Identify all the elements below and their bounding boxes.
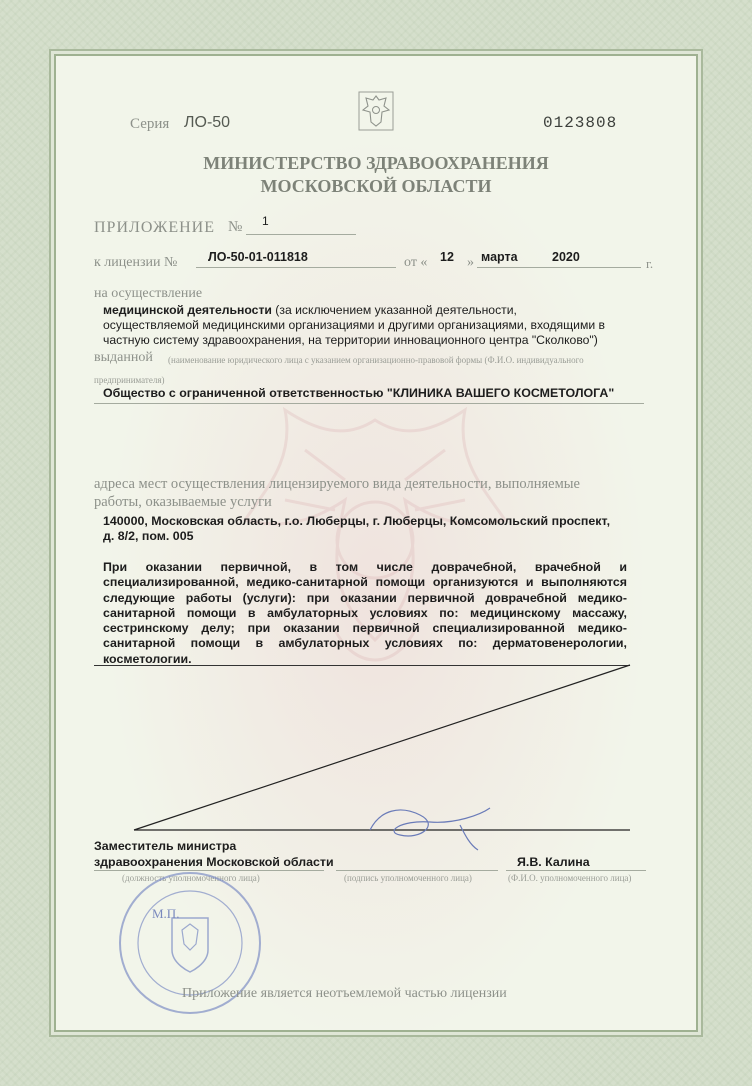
form-number: 0123808	[543, 114, 618, 132]
address-line1: 140000, Московская область, г.о. Люберцы, г. Люберцы, Комсомольский проспект,	[103, 514, 611, 528]
coat-of-arms-icon	[356, 88, 396, 134]
license-month: марта	[481, 250, 518, 264]
issued-caption-line2: предпринимателя)	[94, 375, 165, 385]
activity-line1	[103, 303, 517, 317]
activity-rest: (за исключением указанной деятельности,	[271, 303, 517, 317]
stamp-mp: М.П.	[152, 906, 180, 921]
addresses-label-line1: адреса мест осуществления лицензируемого вида деятельности, выполняемые	[94, 476, 580, 492]
organization-name: Общество с ограниченной ответственностью "КЛИНИКА ВАШЕГО КОСМЕТОЛОГА"	[103, 386, 615, 400]
issued-label: выданной	[94, 350, 153, 365]
series-value: ЛО-50	[184, 114, 231, 131]
series-label: Серия	[130, 116, 170, 132]
caption-position: (должность уполномоченного лица)	[122, 873, 260, 883]
activity-line2: осуществляемой медицинскими организациями и другими организациями, входящими в	[103, 318, 606, 332]
signer-position-line2: здравоохранения Московской области	[94, 855, 334, 869]
appendix-number: 1	[262, 214, 269, 228]
issued-caption-line1: (наименование юридического лица с указанием организационно-правовой формы (Ф.И.О. индивидуального	[168, 355, 584, 365]
appendix-number-sign: №	[228, 219, 243, 235]
license-prefix: к лицензии №	[94, 255, 178, 270]
activity-label: на осуществление	[94, 286, 203, 301]
license-day: 12	[440, 250, 454, 264]
license-year-suffix: г.	[646, 256, 654, 271]
address-line2: д. 8/2, пом. 005	[103, 529, 194, 543]
license-quote-close: »	[467, 255, 474, 270]
ministry-title-line1: МИНИСТЕРСТВО ЗДРАВООХРАНЕНИЯ	[203, 153, 549, 173]
license-year: 2020	[552, 250, 580, 264]
services-text: При оказании первичной, в том числе доврачебной, врачебной и специализированной, медико-санитарной помощи организуются и выполняются следующие работы (услуги): при оказании первичной доврачебной медико-санитарной помощи в амбулаторных условиях по: медицинскому массажу, сестринскому делу; при оказании первичной специализированной медико-санитарной помощи в амбулаторных условиях по: дерматовенерологии, косметологии.	[103, 560, 627, 666]
ministry-title-line2: МОСКОВСКОЙ ОБЛАСТИ	[260, 176, 492, 196]
caption-name: (Ф.И.О. уполномоченного лица)	[508, 873, 632, 883]
activity-bold: медицинской деятельности	[103, 303, 272, 317]
signer-name: Я.В. Калина	[517, 855, 590, 869]
footer-note: Приложение является неотъемлемой частью лицензии	[182, 986, 507, 1001]
license-from: от «	[404, 255, 428, 270]
signer-position-line1: Заместитель министра	[94, 839, 237, 853]
addresses-label-line2: работы, оказываемые услуги	[94, 494, 272, 510]
signature-scribble-icon	[360, 800, 510, 860]
activity-line3: частную систему здравоохранения, на территории инновационного центра "Сколково")	[103, 333, 598, 347]
appendix-label: ПРИЛОЖЕНИЕ	[94, 219, 216, 236]
caption-signature: (подпись уполномоченного лица)	[344, 873, 472, 883]
license-number: ЛО-50-01-011818	[208, 250, 308, 264]
